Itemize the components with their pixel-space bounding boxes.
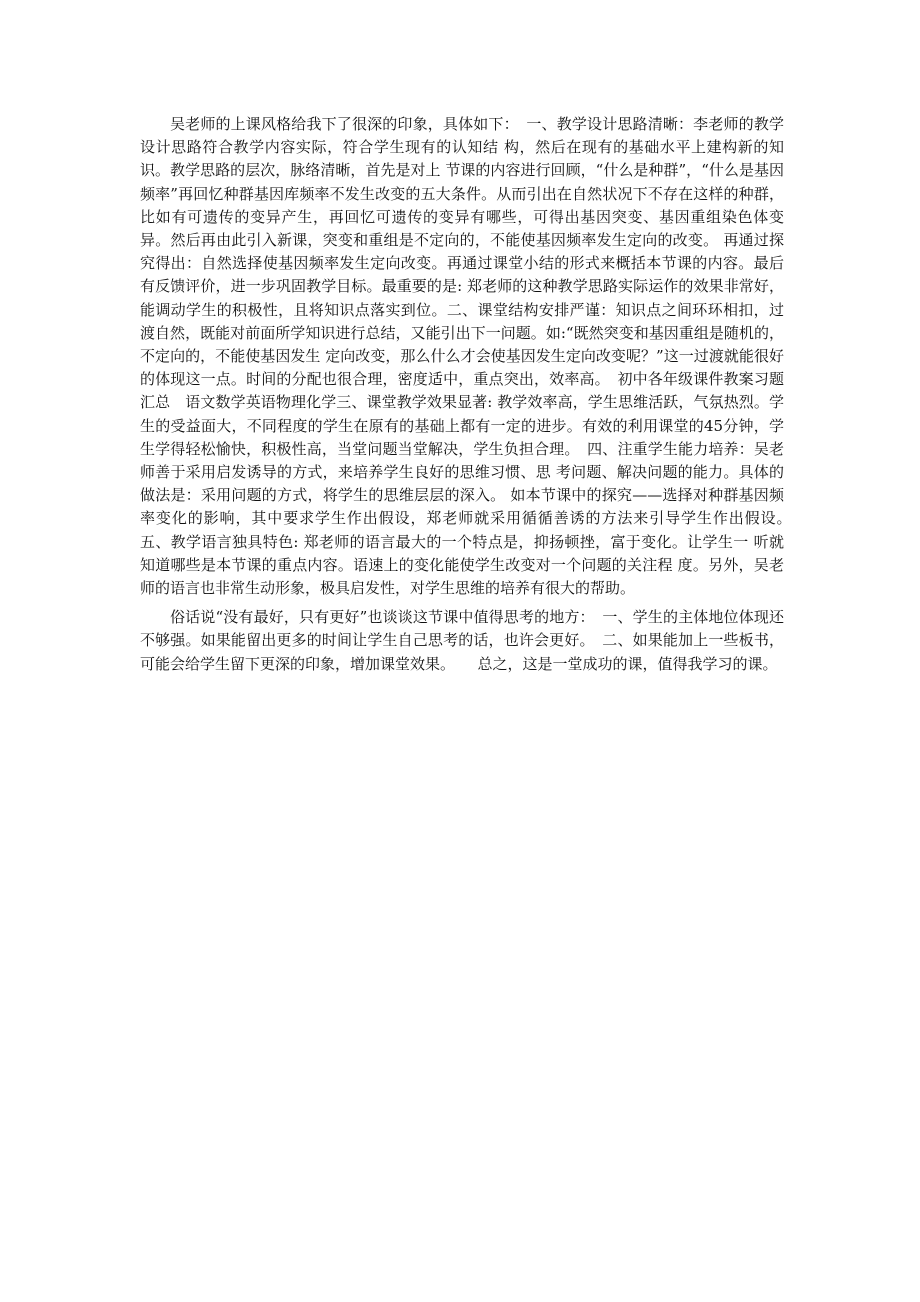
- paragraph-lesson-review: 吴老师的上课风格给我下了很深的印象，具体如下： 一、教学设计思路清晰：李老师的教学设计思路符合教学内容实际，符合学生现有的认知结 构，然后在现有的基础水平上建构新的知识。教学思路的层次，脉络清晰，首先是对上 节课的内容进行回顾，“什么是种群”，“什么是基因频率”再回忆种群基因库频率不发生改变的五大条件。从而引出在自然状况下不存在这样的种群，比如有可遗传的变异产生，再回忆可遗传的变异有哪些，可得出基因突变、基因重组染色体变异。然后再由此引入新课，突变和重组是不定向的，不能使基因频率发生定向的改变。 再通过探究得出：自然选择使基因频率发生定向改变。再通过课堂小结的形式来概括本节课的内容。最后有反馈评价，进一步巩固教学目标。最重要的是: 郑老师的这种教学思路实际运作的效果非常好，能调动学生的积极性，且将知识点落实到位。二、课堂结构安排严谨：知识点之间环环相扣，过渡自然，既能对前面所学知识进行总结，又能引出下一问题。如:“既然突变和基因重组是随机的，不定向的，不能使基因发生 定向改变，那么什么才会使基因发生定向改变呢？”这一过渡就能很好的体现这一点。时间的分配也很合理，密度适中，重点突出，效率高。 初中各年级课件教案习题汇总 语文数学英语物理化学三、课堂教学效果显著: 教学效率高，学生思维活跃，气氛热烈。学生的受益面大，不同程度的学生在原有的基础上都有一定的进步。有效的利用课堂的45分钟，学生学得轻松愉快，积极性高，当堂问题当堂解决，学生负担合理。 四、注重学生能力培养：吴老师善于采用启发诱导的方式，来培养学生良好的思维习惯、思 考问题、解决问题的能力。具体的做法是：采用问题的方式，将学生的思维层层的深入。 如本节课中的探究——选择对种群基因频率变化的影响，其中要求学生作出假设，郑老师就采用循循善诱的方法来引导学生作出假设。 五、教学语言独具特色: 郑老师的语言最大的一个特点是，抑扬顿挫，富于变化。让学生一 听就知道哪些是本节课的重点内容。语速上的变化能使学生改变对一个问题的关注程 度。另外，吴老师的语言也非常生动形象，极具启发性，对学生思维的培养有很大的帮助。: [140, 115, 800, 598]
- paragraph-reflection: 俗话说“没有最好，只有更好”也谈谈这节课中值得思考的地方： 一、学生的主体地位体现还不够强。如果能留出更多的时间让学生自己思考的话，也许会更好。 二、如果能加上一些板书，可能会给学生留下更深的印象，增加课堂效果。 总之，这是一堂成功的课，值得我学习的课。: [140, 608, 784, 673]
- document-body: [140, 113, 800, 676]
